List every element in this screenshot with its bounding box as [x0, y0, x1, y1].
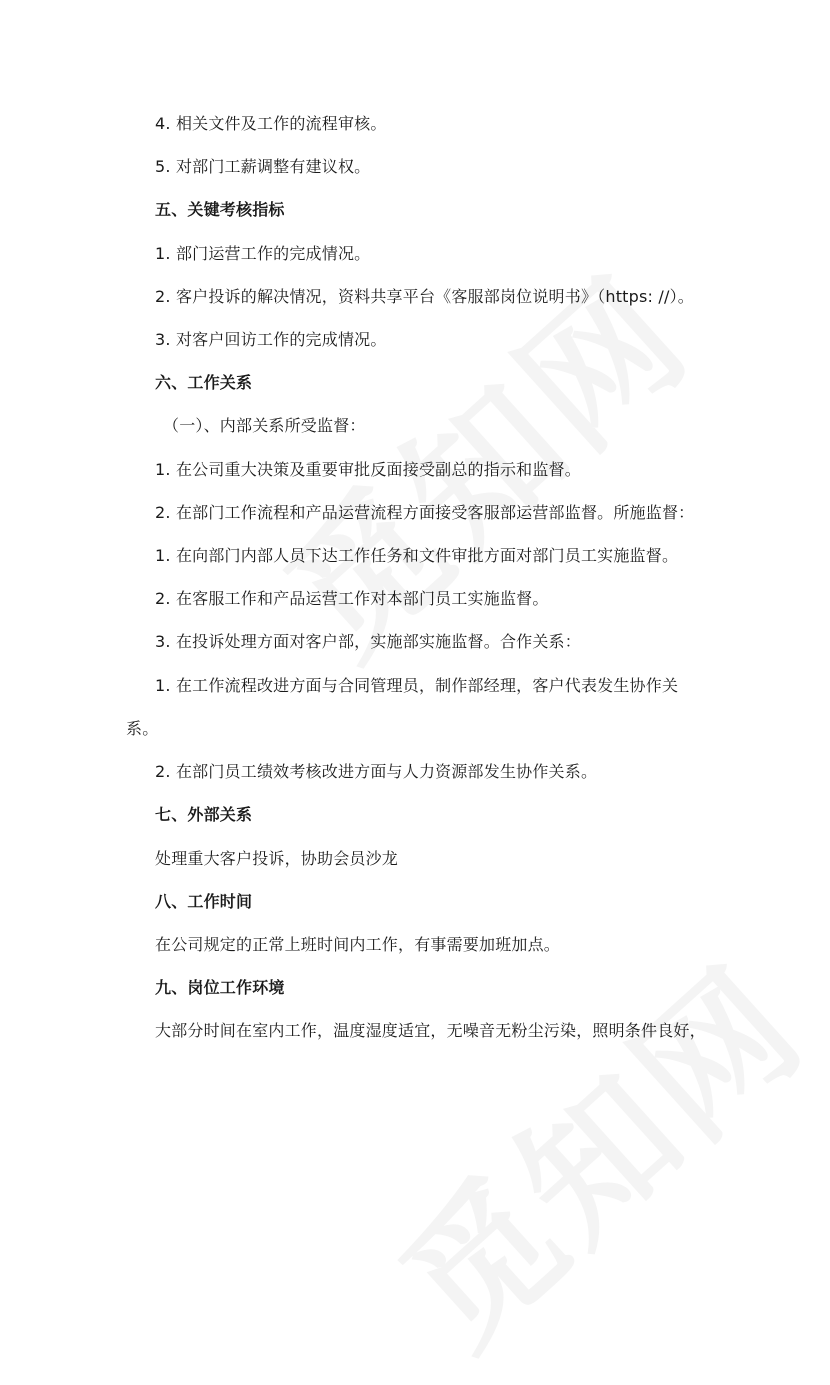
list-item: 1. 部门运营工作的完成情况。: [155, 244, 371, 263]
list-item: 1. 在向部门内部人员下达工作任务和文件审批方面对部门员工实施监督。: [155, 546, 679, 565]
section-heading: 八、工作时间: [155, 892, 253, 911]
list-item: 2. 在部门工作流程和产品运营流程方面接受客服部运营部监督。所施监督：: [155, 503, 695, 522]
subsection-heading: （一）、内部关系所受监督：: [163, 416, 366, 435]
list-item: 2. 在客服工作和产品运营工作对本部门员工实施监督。: [155, 589, 549, 608]
paragraph: 处理重大客户投诉，协助会员沙龙: [155, 849, 399, 868]
section-heading: 六、工作关系: [155, 373, 253, 392]
section-heading: 七、外部关系: [155, 805, 253, 824]
list-item: 2. 客户投诉的解决情况，资料共享平台《客服部岗位说明书》（https: //）。: [155, 287, 694, 306]
list-item: 2. 在部门员工绩效考核改进方面与人力资源部发生协作关系。: [155, 762, 598, 781]
section-heading: 五、关键考核指标: [155, 200, 285, 219]
list-item: 1. 在工作流程改进方面与合同管理员，制作部经理，客户代表发生协作关: [155, 676, 679, 695]
list-item: 4. 相关文件及工作的流程审核。: [155, 114, 387, 133]
list-item: 3. 在投诉处理方面对客户部，实施部实施监督。合作关系：: [155, 632, 581, 651]
list-item: 3. 对客户回访工作的完成情况。: [155, 330, 387, 349]
paragraph: 在公司规定的正常上班时间内工作，有事需要加班加点。: [155, 935, 561, 954]
watermark: [348, 911, 830, 1385]
list-item-continuation: 系。: [126, 719, 159, 738]
list-item: 5. 对部门工薪调整有建议权。: [155, 157, 371, 176]
section-heading: 九、岗位工作环境: [155, 978, 285, 997]
paragraph: 大部分时间在室内工作，温度湿度适宜，无噪音无粉尘污染，照明条件良好，: [155, 1021, 706, 1040]
list-item: 1. 在公司重大决策及重要审批反面接受副总的指示和监督。: [155, 460, 581, 479]
